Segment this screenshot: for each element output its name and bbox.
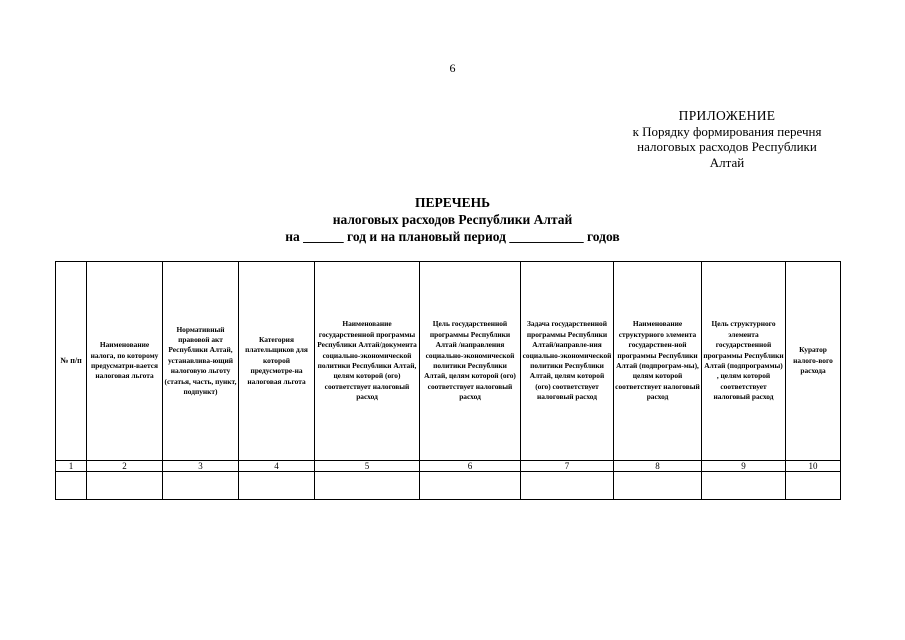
column-header-legal-act: Нормативный правовой акт Республики Алтай, устанавлива-ющий налоговую льготу (статья, часть, пункт, подпункт)	[163, 262, 239, 461]
table-cell	[614, 472, 702, 500]
table-cell	[315, 472, 420, 500]
index-cell: 3	[163, 461, 239, 472]
column-header-tax-name: Наименование налога, по которому предусматри-вается налоговая льгота	[87, 262, 163, 461]
appendix-line-2: налоговых расходов Республики	[637, 139, 817, 154]
index-cell: 2	[87, 461, 163, 472]
heading-period: на ______ год и на плановый период ___________ годов	[285, 229, 620, 244]
index-cell: 1	[56, 461, 87, 472]
index-cell: 5	[315, 461, 420, 472]
column-header-structural-element: Наименование структурного элемента государствен-ной программы Республики Алтай (подпрограм-мы), целям которой соответствует налоговый расход	[614, 262, 702, 461]
column-header-payer-category: Категория плательщиков для которой предусмотре-на налоговая льгота	[239, 262, 315, 461]
heading-title: ПЕРЕЧЕНЬ	[414, 195, 491, 210]
appendix-line-3: Алтай	[709, 154, 745, 170]
column-header-number: № п/п	[56, 262, 87, 461]
table-cell	[56, 472, 87, 500]
table-cell	[87, 472, 163, 500]
table-cell	[786, 472, 841, 500]
table-index-row	[56, 461, 841, 472]
table-header-row	[56, 262, 841, 461]
column-header-structural-goal: Цель структурного элемента государственной программы Республики Алтай (подпрограммы) , целям которой соответствует налоговый расход	[702, 262, 786, 461]
index-cell: 6	[420, 461, 521, 472]
column-header-curator: Куратор налого-вого расхода	[786, 262, 841, 461]
table-cell	[702, 472, 786, 500]
column-header-program-goal: Цель государственной программы Республики Алтай /направления социально-экономической политики Республики Алтай, целям которой (ого) соответствует налоговый расход	[420, 262, 521, 461]
column-header-program-task: Задача государственной программы Республики Алтай/направле-ния социально-экономической политики Республики Алтай, целям которой (ого) соответствует налоговый расход	[521, 262, 614, 461]
index-cell: 4	[239, 461, 315, 472]
table-cell	[521, 472, 614, 500]
table-cell	[420, 472, 521, 500]
appendix-title: ПРИЛОЖЕНИЕ	[678, 108, 776, 123]
table-row	[56, 472, 841, 500]
appendix-block	[600, 108, 854, 170]
index-cell: 9	[702, 461, 786, 472]
page-number: 6	[449, 61, 456, 75]
tax-expenditures-table	[55, 261, 841, 500]
heading-subtitle: налоговых расходов Республики Алтай	[332, 212, 573, 227]
index-cell: 7	[521, 461, 614, 472]
index-cell: 8	[614, 461, 702, 472]
appendix-line-1: к Порядку формирования перечня	[632, 123, 822, 139]
table-cell	[239, 472, 315, 500]
index-cell: 10	[786, 461, 841, 472]
column-header-program-name: Наименование государственной программы Республики Алтай/документа социально-экономической политики Республики Алтай, целям которой (ого) соответствует налоговый расход	[315, 262, 420, 461]
table-cell	[163, 472, 239, 500]
document-heading	[0, 194, 905, 245]
